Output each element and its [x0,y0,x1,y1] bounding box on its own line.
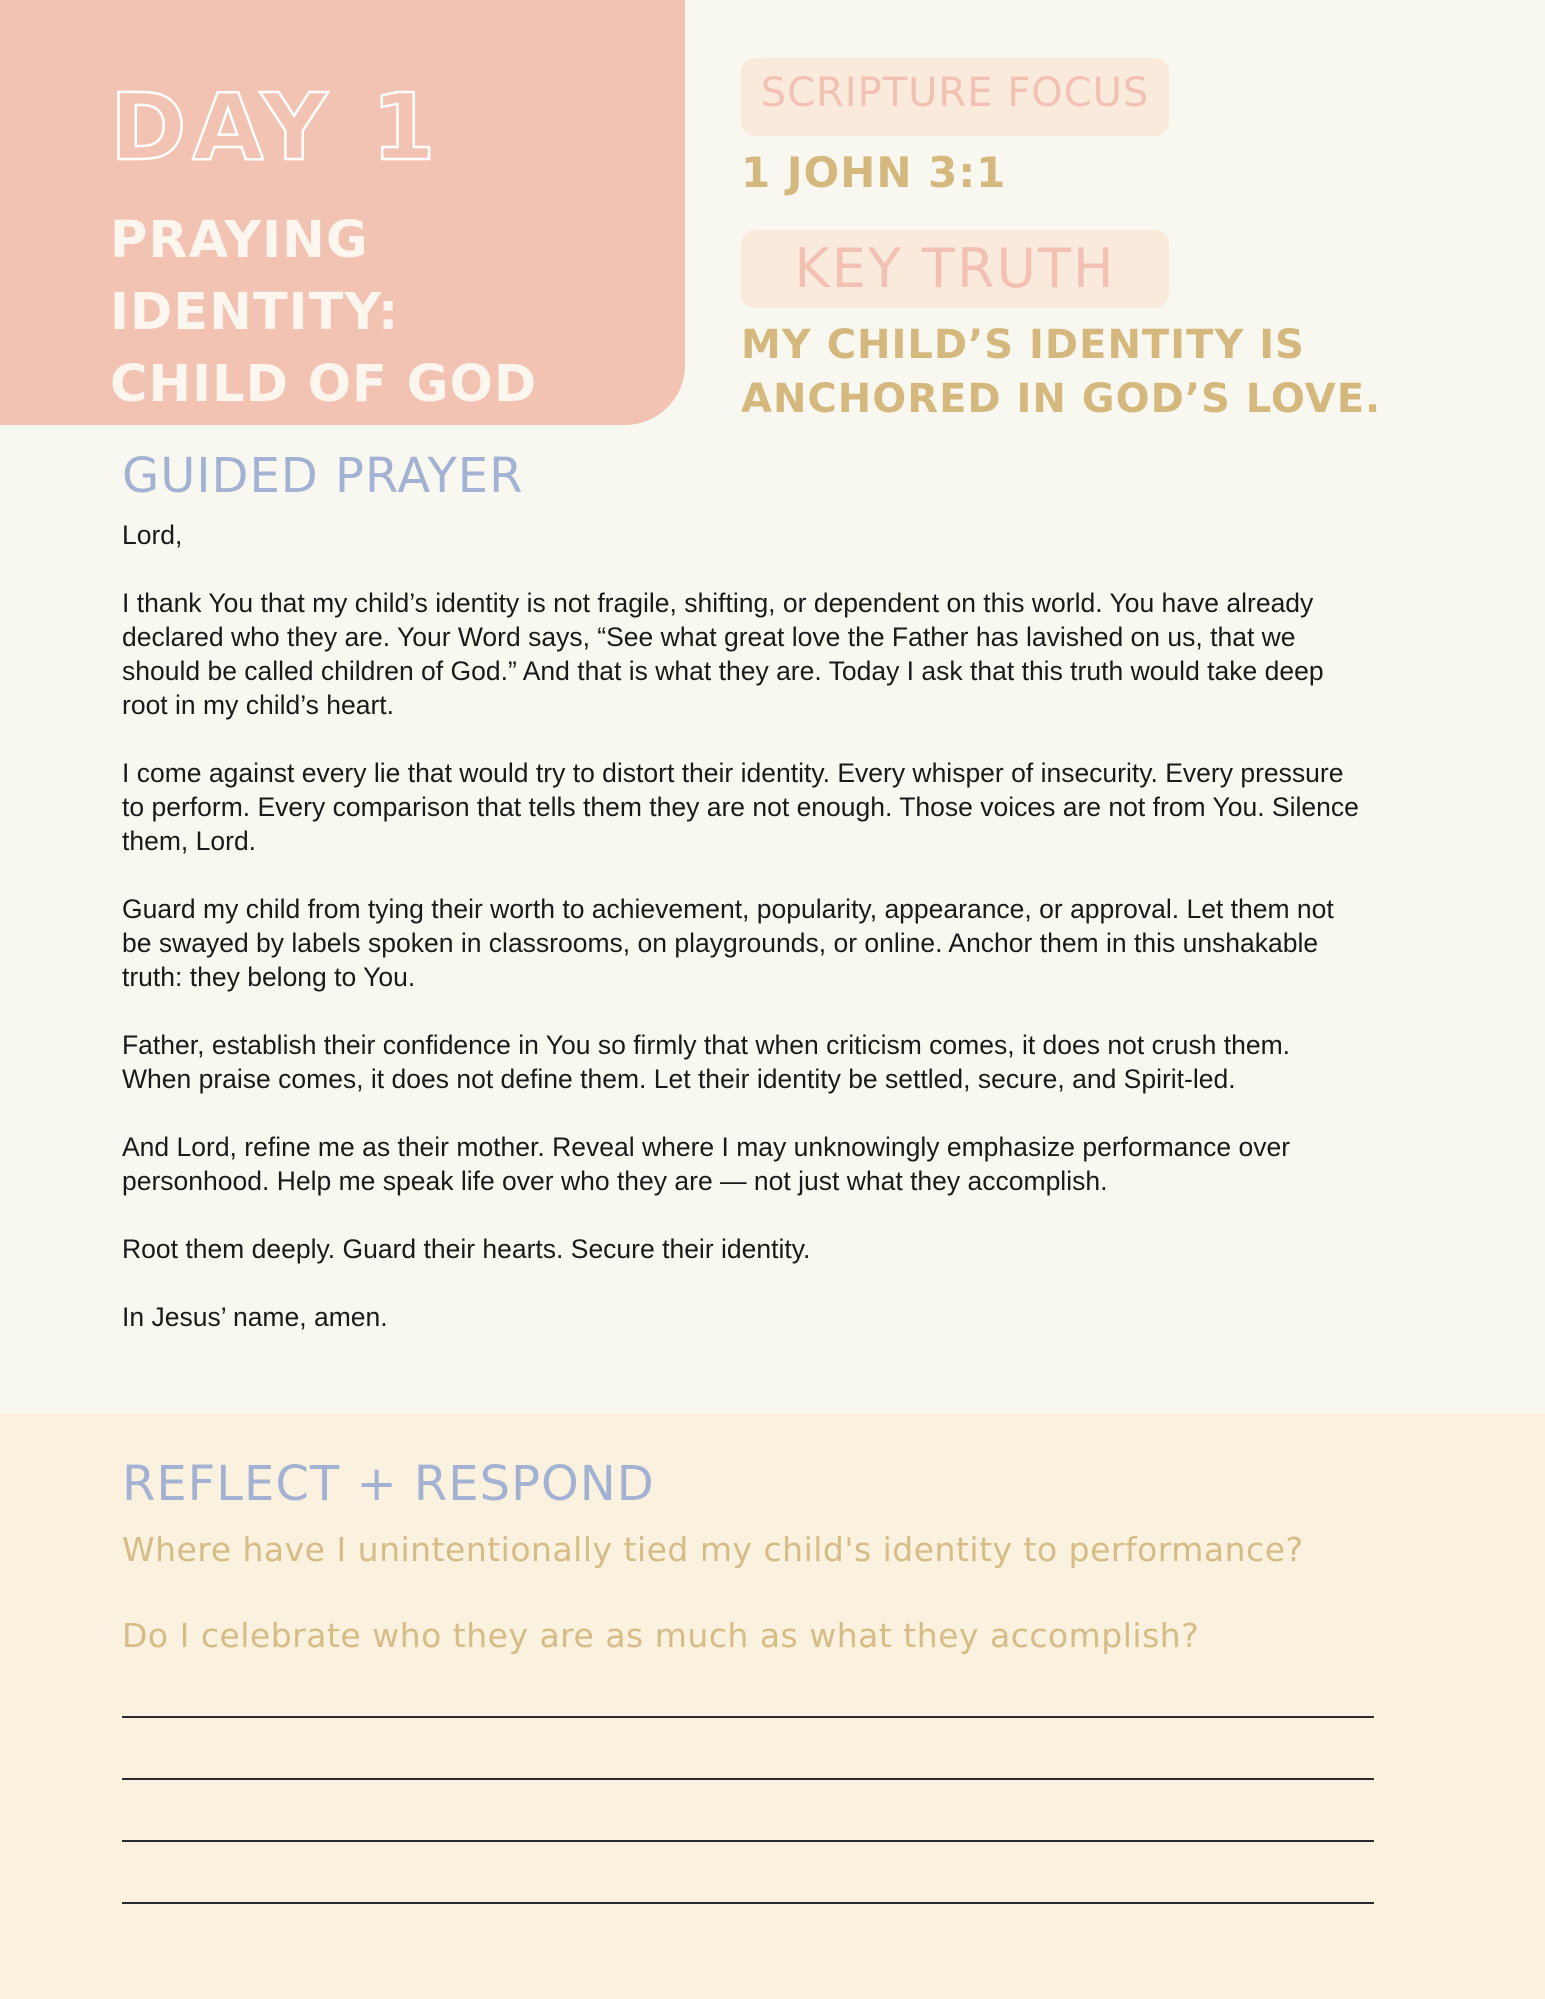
key-truth-line-2: ANCHORED IN GOD’S LOVE. [741,376,1382,422]
writing-line[interactable] [122,1902,1374,1904]
scripture-reference: 1 JOHN 3:1 [741,148,1007,197]
prayer-paragraph: And Lord, refine me as their mother. Reveal where I may unknowingly emphasize performance over personhood. Help me speak life over who they are — not just what they accomplish. [122,1132,1291,1196]
day-title-line-2: CHILD OF GOD [110,355,538,414]
prayer-paragraph: Root them deeply. Guard their hearts. Secure their identity. [122,1234,811,1264]
prayer-paragraph: I come against every lie that would try to distort their identity. Every whisper of insecurity. Every pressure to perform. Every comparison that tells them they are not enough. Those voices are not from You. Silence them, Lord. [122,758,1359,856]
prayer-paragraph: In Jesus’ name, amen. [122,1302,388,1332]
reflection-question-1: Where have I unintentionally tied my child's identity to performance? [122,1530,1304,1569]
prayer-paragraph: I thank You that my child’s identity is not fragile, shifting, or dependent on this world. You have already declared who they are. Your Word says, “See what great love the Father has lavished on us, that we should be called children of God.” And that is what they are. Today I ask that this truth would take deep root in my child’s heart. [122,588,1324,720]
day-title-line-1: PRAYING IDENTITY: [110,211,400,342]
writing-line[interactable] [122,1840,1374,1842]
guided-prayer-heading: GUIDED PRAYER [122,448,524,504]
prayer-paragraph: Guard my child from tying their worth to achievement, popularity, appearance, or approval. Let them not be swayed by labels spoken in classrooms, on playgrounds, or online. Anchor them in this unshakable truth: they belong to You. [122,894,1334,992]
reflection-question-2: Do I celebrate who they are as much as what they accomplish? [122,1616,1200,1655]
prayer-paragraph: Lord, [122,520,183,550]
day-label: DAY 1 [110,74,442,181]
writing-line[interactable] [122,1716,1374,1718]
prayer-body [122,518,1362,1368]
day-title [110,205,670,421]
prayer-paragraph: Father, establish their confidence in You so firmly that when criticism comes, it does not crush them. When praise comes, it does not define them. Let their identity be settled, secure, and Spirit-led. [122,1030,1291,1094]
writing-line[interactable] [122,1778,1374,1780]
header-block [0,0,685,425]
reflect-respond-heading: REFLECT + RESPOND [122,1456,655,1512]
scripture-focus-label: SCRIPTURE FOCUS [741,58,1169,136]
key-truth-label: KEY TRUTH [741,230,1169,308]
key-truth-line-1: MY CHILD’S IDENTITY IS [741,322,1305,368]
key-truth-text [741,318,1461,426]
